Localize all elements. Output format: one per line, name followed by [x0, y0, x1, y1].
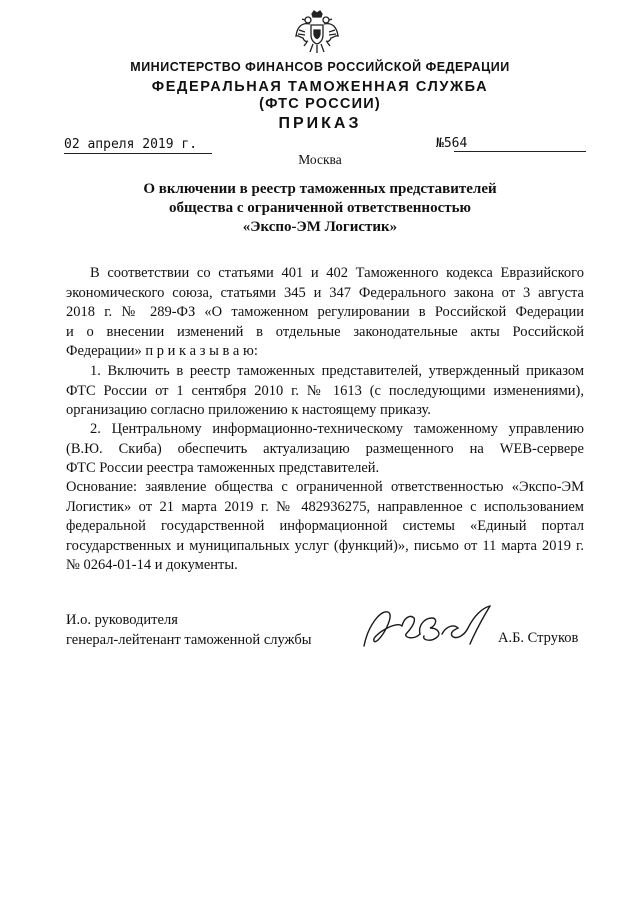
order-date: 02 апреля 2019 г.	[64, 137, 212, 154]
coat-of-arms-icon	[293, 8, 341, 56]
paragraph-line: государственных и муниципальных услуг (функций)», письмо от 11 марта 2019 г.	[66, 537, 584, 554]
ministry-name: МИНИСТЕРСТВО ФИНАНСОВ РОССИЙСКОЙ ФЕДЕРАЦИИ	[130, 60, 510, 74]
paragraph-line: Федерации» п р и к а з ы в а ю:	[66, 343, 258, 359]
handwritten-signature	[358, 596, 498, 656]
paragraph-line: организацию согласно приложению к настоящему приказу.	[66, 402, 431, 418]
paragraph-line: ФТС России от 1 сентября 2010 г. № 1613 (с последующими изменениями),	[66, 382, 584, 399]
preamble-paragraph	[66, 264, 584, 362]
paragraph-line: Логистик» от 21 марта 2019 г. № 482936275, направленное с использованием	[66, 498, 584, 515]
signer-name: А.Б. Струков	[498, 630, 579, 646]
subject-line: О включении в реестр таможенных представителей	[143, 181, 497, 197]
signer-position	[66, 610, 312, 650]
paragraph-line: 2018 г. № 289-ФЗ «О таможенном регулировании в Российской Федерации	[66, 304, 584, 320]
paragraph-line: 2. Центральному информационно-техническому таможенному управлению	[90, 421, 584, 437]
signer-position-line: генерал-лейтенант таможенной службы	[66, 632, 312, 648]
subject-line: общества с ограниченной ответственностью	[169, 200, 471, 216]
signer-position-line: И.о. руководителя	[66, 612, 178, 628]
paragraph-line: ФТС России реестра таможенных представителей.	[66, 460, 380, 476]
paragraph-line: и о внесении изменений в отдельные законодательные акты Российской	[66, 323, 584, 340]
paragraph-line: 1. Включить в реестр таможенных представителей, утвержденный приказом	[90, 363, 584, 379]
order-city: Москва	[298, 152, 342, 167]
subject-line: «Экспо-ЭМ Логистик»	[242, 219, 398, 235]
paragraph-line: № 0264-01-14 и документы.	[66, 557, 238, 573]
basis-paragraph	[66, 478, 584, 576]
paragraph-line: В соответствии со статьями 401 и 402 Таможенного кодекса Евразийского	[90, 265, 584, 281]
paragraph-line: Основание: заявление общества с ограниченной ответственностью «Экспо-ЭМ	[66, 479, 584, 495]
order-subject	[0, 180, 640, 237]
service-name: ФЕДЕРАЛЬНАЯ ТАМОЖЕННАЯ СЛУЖБА	[151, 79, 489, 95]
paragraph-line: федеральной государственной информационной системы «Единый портал	[66, 518, 584, 534]
paragraph-line: (В.Ю. Скиба) обеспечить актуализацию размещенного на WEB-сервере	[66, 440, 584, 457]
document-type: ПРИКАЗ	[278, 115, 362, 132]
service-abbreviation: (ФТС РОССИИ)	[259, 96, 381, 112]
order-item-2	[66, 420, 584, 479]
order-number: №564	[436, 136, 468, 151]
paragraph-line: экономического союза, статьями 345 и 347 Федерального закона от 3 августа	[66, 284, 584, 301]
order-item-1	[66, 362, 584, 421]
